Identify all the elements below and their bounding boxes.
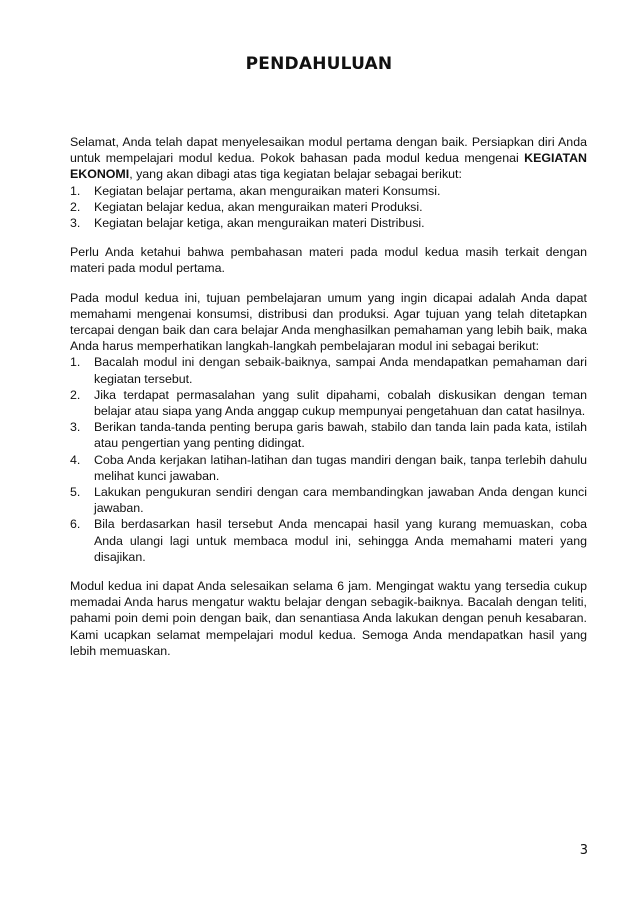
list-item bbox=[70, 183, 587, 199]
paragraph-3: Pada modul kedua ini, tujuan pembelajaran umum yang ingin dicapai adalah Anda dapat memahami mengenai konsumsi, distribusi dan produksi. Agar tujuan yang telah ditetapkan tercapai dengan baik dan cara belajar Anda menghasilkan pemahaman yang lebih baik, maka Anda harus memperhatikan langkah-langkah pembelajaran modul ini sebagai berikut: bbox=[70, 290, 587, 354]
list-text: Bila berdasarkan hasil tersebut Anda mencapai hasil yang kurang memuaskan, coba Anda ulangi lagi untuk membaca modul ini, sehingga Anda memahami materi yang disajikan. bbox=[94, 517, 587, 564]
list-number: 4. bbox=[70, 452, 81, 467]
list-number: 2. bbox=[70, 387, 81, 402]
list-item bbox=[70, 452, 587, 484]
intro-text-a: Selamat, Anda telah dapat menyelesaikan modul pertama dengan baik. Persiapkan diri Anda untuk mempelajari modul kedua. Pokok bahasan pada modul kedua mengenai bbox=[70, 135, 587, 166]
list-number: 3. bbox=[70, 420, 81, 435]
list-text: Bacalah modul ini dengan sebaik-baiknya, sampai Anda mendapatkan pemahaman dari kegiatan tersebut. bbox=[94, 355, 587, 386]
intro-bold-topic: KEGIATAN EKONOMI bbox=[70, 151, 587, 182]
document-body bbox=[70, 134, 587, 659]
page-number: 3 bbox=[579, 843, 588, 858]
list-text: Kegiatan belajar ketiga, akan menguraikan materi Distribusi. bbox=[94, 216, 425, 231]
list-text: Berikan tanda-tanda penting berupa garis bawah, stabilo dan tanda lain pada kata, istilah atau pengertian yang penting didingat. bbox=[94, 420, 587, 451]
intro-paragraph bbox=[70, 134, 587, 183]
list-text: Jika terdapat permasalahan yang sulit dipahami, cobalah diskusikan dengan teman belajar atau siapa yang Anda anggap cukup mempunyai pengetahuan dan catat hasilnya. bbox=[94, 387, 587, 419]
list-item bbox=[70, 199, 587, 215]
list-text: Lakukan pengukuran sendiri dengan cara membandingkan jawaban Anda dengan kunci jawaban. bbox=[94, 485, 587, 516]
list-text: Kegiatan belajar pertama, akan menguraikan materi Konsumsi. bbox=[94, 183, 441, 198]
list-number: 5. bbox=[70, 485, 81, 500]
paragraph-2: Perlu Anda ketahui bahwa pembahasan materi pada modul kedua masih terkait dengan materi pada modul pertama. bbox=[70, 245, 587, 276]
list-item bbox=[70, 419, 587, 451]
list-item bbox=[70, 516, 587, 565]
list-number: 6. bbox=[70, 517, 81, 532]
list-number: 3. bbox=[70, 216, 81, 231]
list-text: Coba Anda kerjakan latihan-latihan dan tugas mandiri dengan baik, tanpa terlebih dahulu melihat kunci jawaban. bbox=[94, 452, 587, 483]
list-number: 1. bbox=[70, 355, 81, 370]
list-item bbox=[70, 354, 587, 386]
page-title: PENDAHULUAN bbox=[245, 54, 393, 74]
steps-list bbox=[70, 354, 587, 565]
list-item bbox=[70, 215, 587, 231]
paragraph-4: Modul kedua ini dapat Anda selesaikan selama 6 jam. Mengingat waktu yang tersedia cukup memadai Anda harus mengatur waktu belajar dengan sebagik-baiknya. Bacalah dengan teliti, pahami poin demi poin dengan baik, dan senantiasa Anda lakukan dengan penuh kesabaran. Kami ucapkan selamat mempelajari modul kedua. Semoga Anda mendapatkan hasil yang lebih memuaskan. bbox=[70, 579, 587, 658]
intro-text-b: , yang akan dibagi atas tiga kegiatan belajar sebagai berikut: bbox=[129, 167, 462, 182]
list-item bbox=[70, 387, 587, 419]
list-number: 2. bbox=[70, 199, 81, 214]
list-text: Kegiatan belajar kedua, akan menguraikan materi Produksi. bbox=[94, 199, 423, 214]
list-item bbox=[70, 484, 587, 516]
list-number: 1. bbox=[70, 183, 81, 198]
activity-list bbox=[70, 183, 587, 232]
